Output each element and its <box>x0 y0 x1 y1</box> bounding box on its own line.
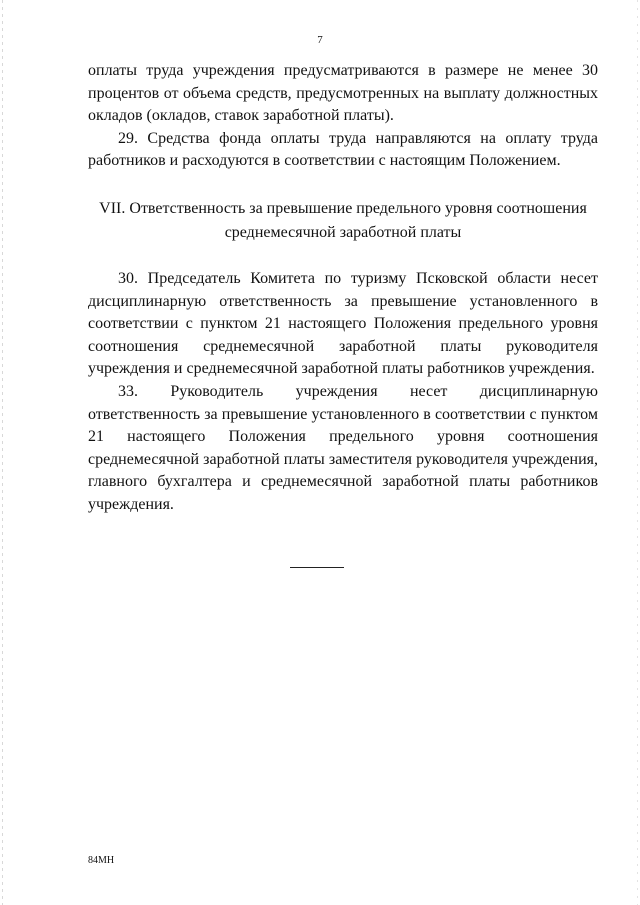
paragraph-33: 33. Руководитель учреждения несет дисциплинарную ответственность за превышение установленного в соответствии с пунктом 21 настоящего Положения предельного уровня соотношения среднемесячной заработной платы заместителя руководителя учреждения, главного бухгалтера и среднемесячной заработной платы работников учреждения. <box>88 382 598 513</box>
end-separator-line <box>290 567 344 568</box>
paragraph-continuation: оплаты труда учреждения предусматриваются в размере не менее 30 процентов от объема средств, предусмотренных на выплату должностных окладов (окладов, ставок заработной платы). <box>88 62 598 125</box>
section-heading: VII. Ответственность за превышение предельного уровня соотношения среднемесячной заработной платы <box>99 199 587 241</box>
footer-code: 84МН <box>88 855 115 866</box>
scan-edge-left <box>2 0 3 905</box>
paragraph-30: 30. Председатель Комитета по туризму Псковской области несет дисциплинарную ответственность за превышение установленного в соответствии с пунктом 21 настоящего Положения предельного уровня соотношения среднемесячной заработной платы руководителя учреждения и среднемесячной заработной платы работников учреждения. <box>88 269 598 378</box>
page-number: 7 <box>317 34 323 46</box>
document-body <box>88 60 598 517</box>
paragraph-29: 29. Средства фонда оплаты труда направляются на оплату труда работников и расходуются в соответствии с настоящим Положением. <box>88 129 598 170</box>
scan-edge-right <box>637 0 638 905</box>
